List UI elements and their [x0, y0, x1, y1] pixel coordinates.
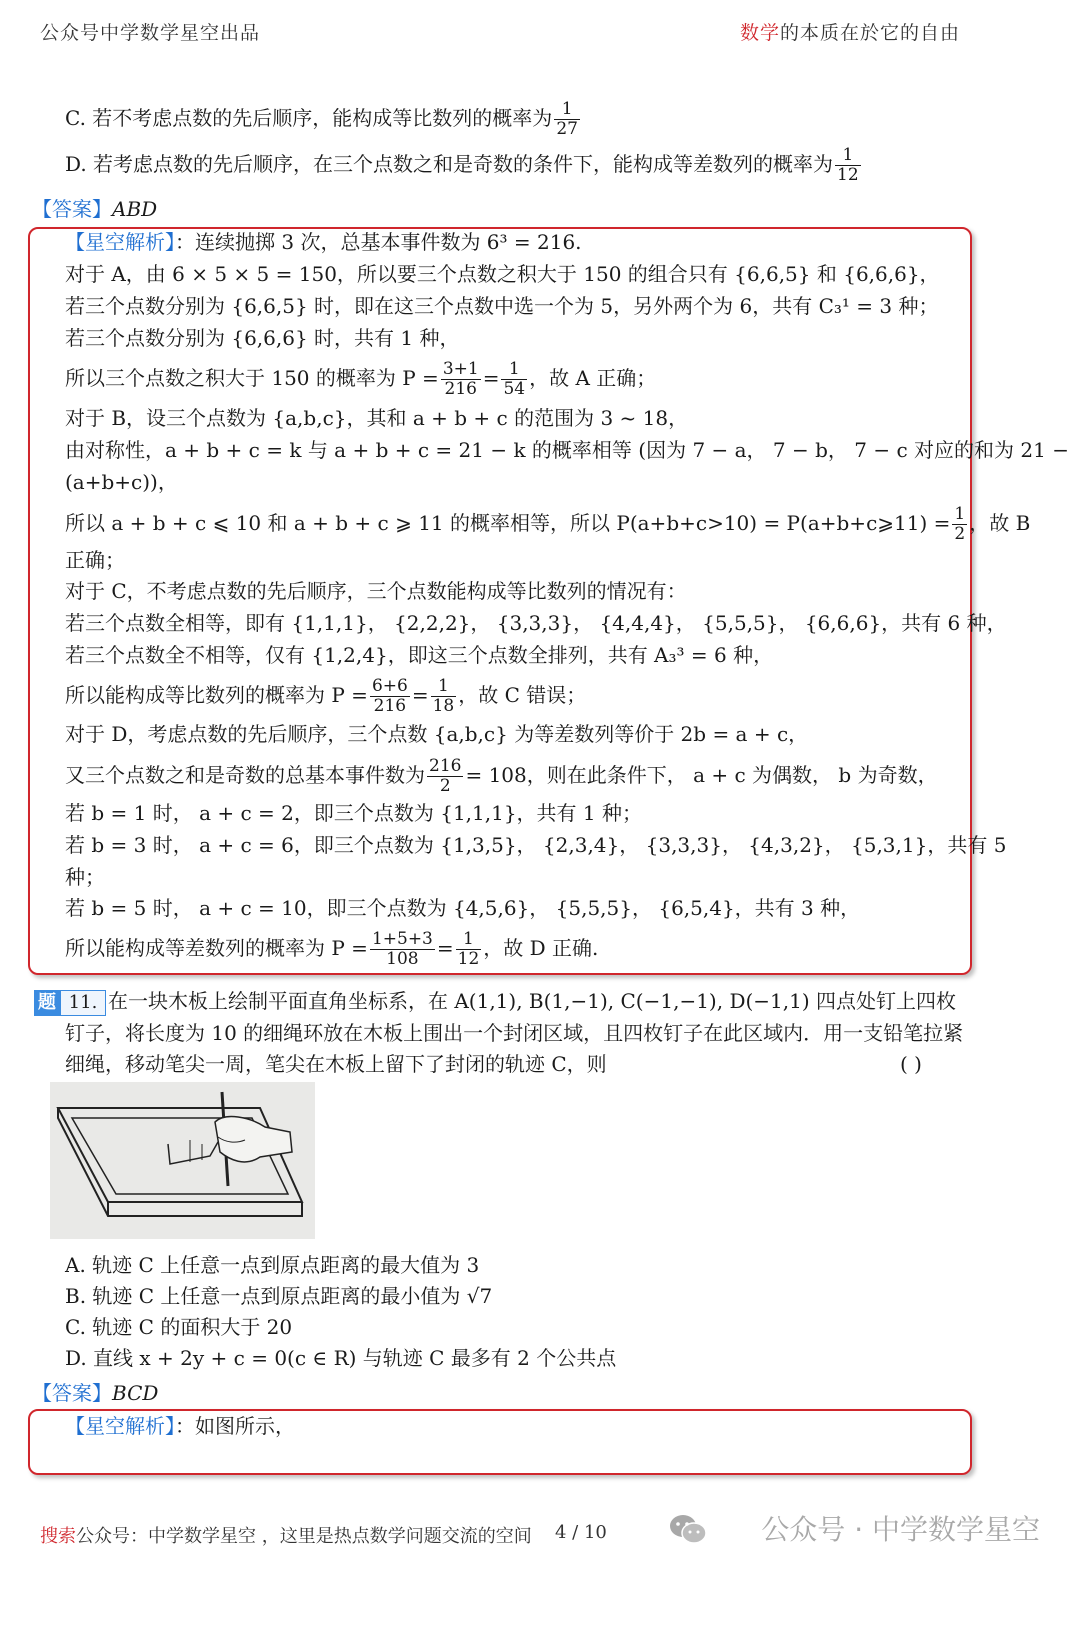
answer-label: 【答案】 — [32, 1381, 112, 1405]
page-number: 4 / 10 — [555, 1522, 607, 1543]
fraction — [370, 677, 410, 716]
board-illustration — [50, 1082, 315, 1239]
equals: = — [436, 936, 454, 960]
wechat-icon — [668, 1512, 708, 1546]
frac-num: 1 — [456, 930, 482, 950]
analysis10-line-4: 若三个点数分别为 {6,6,6} 时，共有 1 种， — [65, 326, 460, 350]
frac-num: 1 — [954, 504, 966, 524]
text: 所以三个点数之积大于 150 的概率为 P = — [65, 366, 439, 390]
text: 又三个点数之和是奇数的总基本事件数为 — [65, 763, 425, 787]
frac-den: 12 — [837, 165, 859, 185]
analysis10-line-11: 对于 C，不考虑点数的先后顺序，三个点数能构成等比数列的情况有： — [65, 579, 687, 603]
frac-den: 216 — [444, 379, 477, 399]
text: ，故 C 错误； — [458, 683, 587, 707]
answer-label: 【答案】 — [32, 197, 112, 221]
frac-num: 1 — [835, 146, 861, 166]
q11-stem-2: 钉子，将长度为 10 的细绳环放在木板上围出一个封闭区域，且四枚钉子在此区域内．用一支铅笔拉紧 — [65, 1021, 964, 1045]
frac-den: 2 — [439, 776, 451, 796]
fraction — [441, 360, 481, 399]
analysis10-line-8: (a+b+c))， — [65, 470, 178, 494]
analysis10-line-6: 对于 B，设三个点数为 {a,b,c}，其和 a + b + c 的范围为 3 ~ 18， — [65, 406, 689, 430]
fraction — [952, 505, 967, 544]
analysis-label: 【星空解析】 — [65, 230, 175, 254]
answer-value: ABD — [112, 197, 158, 221]
analysis10-line-1 — [65, 227, 582, 257]
answer-11 — [32, 1378, 158, 1408]
frac-den: 27 — [556, 119, 578, 139]
q11-stem-1: 在一块木板上绘制平面直角坐标系，在 A(1,1), B(1,−1), C(−1,−1), D(−1,1) 四点处钉上四枚 — [108, 989, 957, 1013]
frac-den: 216 — [373, 696, 407, 716]
watermark: 公众号 · 中学数学星空 — [761, 1513, 1040, 1546]
analysis10-line-14 — [65, 677, 586, 716]
analysis10-line-19: 种； — [65, 865, 105, 889]
q11-stem-3: 细绳，移动笔尖一周，笔尖在木板上留下了封闭的轨迹 C，则 — [65, 1052, 607, 1076]
analysis10-line-12: 若三个点数全相等，即有 {1,1,1}， {2,2,2}， {3,3,3}， {4,4,4}， {5,5,5}， {6,6,6}，共有 6 种， — [65, 611, 1007, 635]
footer-text — [40, 1522, 532, 1548]
answer-10 — [32, 194, 157, 224]
analysis10-line-3: 若三个点数分别为 {6,6,5} 时，即在这三个点数中选一个为 5，另外两个为 6，共有 C₃¹ = 3 种； — [65, 294, 939, 318]
equals: = — [482, 366, 500, 390]
text: ，故 A 正确； — [529, 366, 657, 390]
frac-den: 12 — [457, 949, 480, 969]
analysis10-line-20: 若 b = 5 时， a + c = 10，即三个点数为 {4,5,6}， {5,5,5}， {6,5,4}，共有 3 种， — [65, 896, 861, 920]
analysis10-line-16 — [65, 757, 938, 796]
frac-num: 1 — [554, 100, 580, 120]
option-c-fraction — [554, 100, 580, 139]
fraction — [501, 360, 527, 399]
frac-num: 6+6 — [371, 676, 408, 696]
frac-den: 2 — [954, 524, 966, 544]
analysis10-line-21 — [65, 930, 598, 969]
text: ，故 B — [969, 511, 1031, 535]
q11-option-c: C. 轨迹 C 的面积大于 20 — [65, 1315, 293, 1339]
q10-option-d — [65, 146, 863, 185]
frac-num: 3+1 — [442, 359, 479, 379]
motto-highlight: 数学 — [739, 22, 780, 44]
option-c-text: C. 若不考虑点数的先后顺序，能构成等比数列的概率为 — [65, 106, 553, 130]
text: 所以能构成等差数列的概率为 P = — [65, 936, 368, 960]
fraction — [431, 677, 457, 716]
option-d-fraction — [835, 146, 861, 185]
analysis10-line-7: 由对称性，a + b + c = k 与 a + b + c = 21 − k 的概率相等 (因为 7 − a， 7 − b， 7 − c 对应的和为 21 − — [65, 438, 1069, 462]
frac-num: 216 — [429, 756, 462, 776]
frac-num: 1 — [431, 677, 457, 697]
analysis10-line-13: 若三个点数全不相等，仅有 {1,2,4}，即这三个点数全排列，共有 A₃³ = 6 种， — [65, 643, 774, 667]
answer-value: BCD — [112, 1381, 159, 1405]
fraction — [427, 757, 463, 796]
q11-option-d: D. 直线 x + 2y + c = 0(c ∈ R) 与轨迹 C 最多有 2 个公共点 — [65, 1346, 617, 1370]
analysis10-line-18: 若 b = 3 时， a + c = 6，即三个点数为 {1,3,5}， {2,3,4}， {3,3,3}， {4,3,2}， {5,3,1}，共有 5 — [65, 833, 1007, 857]
footer-search: 搜索 — [40, 1526, 76, 1547]
text: = 108，则在此条件下， a + c 为偶数， b 为奇数， — [465, 763, 938, 787]
frac-den: 18 — [432, 696, 455, 716]
analysis10-line-15: 对于 D，考虑点数的先后顺序，三个点数 {a,b,c} 为等差数列等价于 2b = a + c， — [65, 722, 809, 746]
analysis10-line-17: 若 b = 1 时， a + c = 2，即三个点数为 {1,1,1}，共有 1 种； — [65, 801, 643, 825]
q10-option-c — [65, 100, 582, 139]
frac-num: 1 — [501, 360, 527, 380]
q11-option-a: A. 轨迹 C 上任意一点到原点距离的最大值为 3 — [65, 1253, 480, 1277]
fraction — [456, 930, 482, 969]
footer-rest: 公众号：中学数学星空 ，这里是热点数学问题交流的空间 — [76, 1526, 532, 1547]
text: ，故 D 正确. — [483, 936, 599, 960]
fraction — [370, 930, 435, 969]
header-right-motto — [740, 18, 960, 45]
answer-paren: ( ) — [900, 1052, 922, 1076]
frac-den: 108 — [386, 949, 419, 969]
analysis-label: 【星空解析】 — [65, 1414, 175, 1438]
analysis-text: ：如图所示， — [175, 1414, 295, 1438]
frac-num: 1+5+3 — [371, 929, 433, 949]
analysis10-line-10: 正确； — [65, 548, 125, 572]
header-left-title: 公众号中学数学星空出品 — [40, 22, 261, 44]
analysis-text: ：连续抛掷 3 次，总基本事件数为 6³ = 216. — [175, 230, 582, 254]
analysis10-line-9 — [65, 505, 1030, 544]
frac-den: 54 — [503, 379, 526, 399]
text: 所以能构成等比数列的概率为 P = — [65, 683, 368, 707]
motto-rest: 的本质在於它的自由 — [779, 22, 960, 44]
analysis11-line-1 — [65, 1411, 295, 1441]
question-tag: 题 — [34, 990, 60, 1016]
text: 所以 a + b + c ⩽ 10 和 a + b + c ⩾ 11 的概率相等，所以 P(a+b+c>10) = P(a+b+c⩾11) = — [65, 511, 951, 535]
equals: = — [411, 683, 429, 707]
analysis10-line-5 — [65, 360, 656, 399]
question-number: 11. — [60, 990, 106, 1016]
board-pencil-figure — [50, 1082, 315, 1239]
analysis10-line-2: 对于 A，由 6 × 5 × 5 = 150，所以要三个点数之积大于 150 的组合只有 {6,6,5} 和 {6,6,6}， — [65, 262, 940, 286]
option-d-text: D. 若考虑点数的先后顺序，在三个点数之和是奇数的条件下，能构成等差数列的概率为 — [65, 152, 834, 176]
q11-option-b: B. 轨迹 C 上任意一点到原点距离的最小值为 √7 — [65, 1284, 493, 1308]
